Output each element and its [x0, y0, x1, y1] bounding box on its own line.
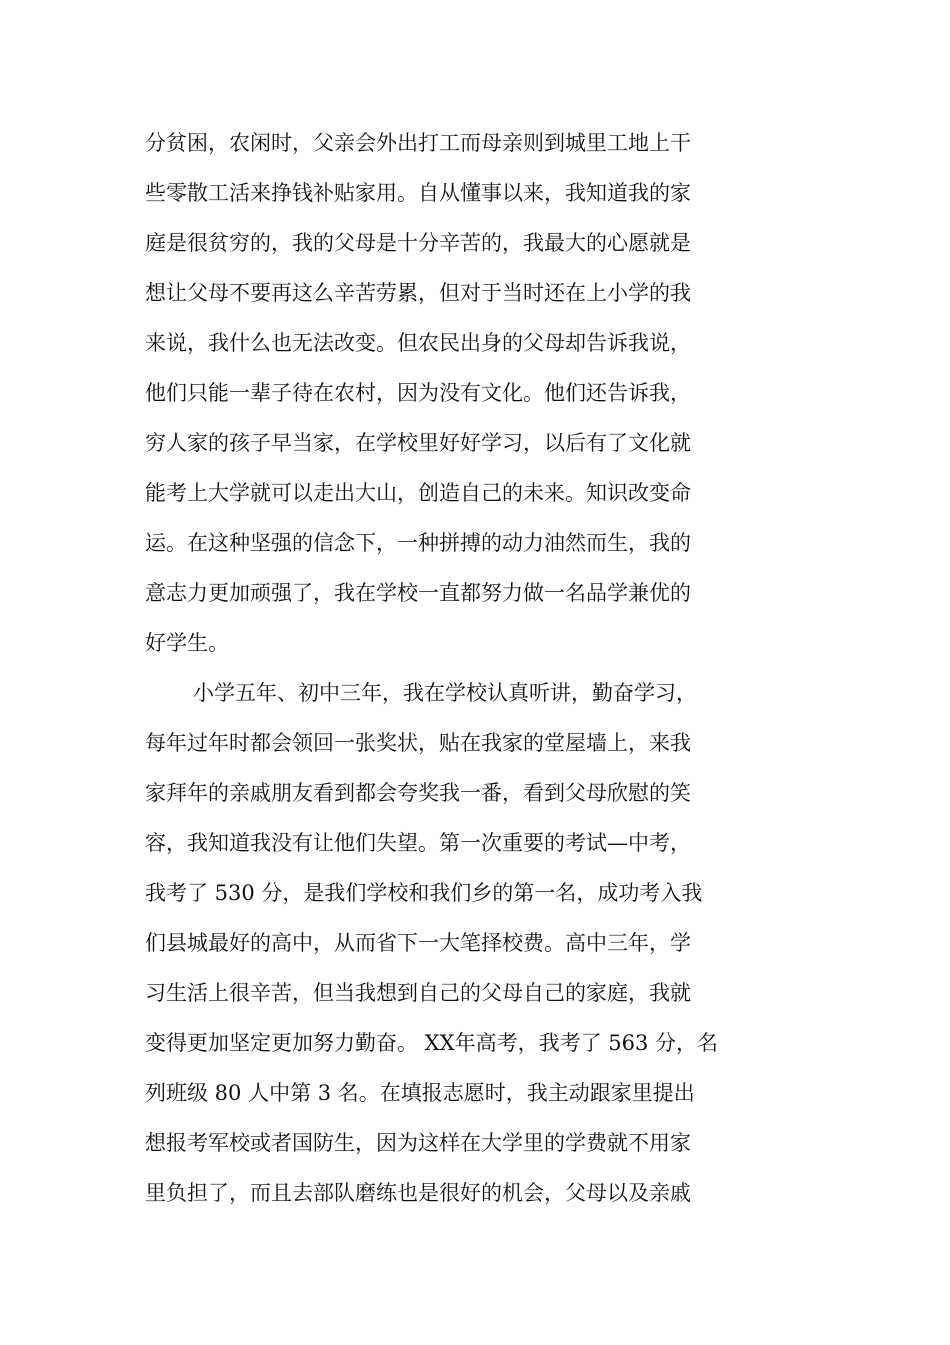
text-line: 每年过年时都会领回一张奖状，贴在我家的堂屋墙上，来我: [145, 731, 691, 755]
text-line: 意志力更加顽强了，我在学校一直都努力做一名品学兼优的: [145, 581, 691, 605]
text-line: 们县城最好的高中，从而省下一大笔择校费。高中三年，学: [145, 931, 691, 955]
text-line: 他们只能一辈子待在农村，因为没有文化。他们还告诉我，: [145, 381, 691, 405]
text-line: 容，我知道我没有让他们失望。第一次重要的考试—中考，: [145, 831, 691, 855]
text-line: 想报考军校或者国防生，因为这样在大学里的学费就不用家: [145, 1131, 691, 1155]
text-line: 庭是很贫穷的，我的父母是十分辛苦的，我最大的心愿就是: [145, 231, 691, 255]
text-line: 分贫困，农闲时，父亲会外出打工而母亲则到城里工地上干: [145, 131, 691, 155]
text-line: 变得更加坚定更加努力勤奋。 XX年高考，我考了 563 分，名: [145, 1031, 719, 1055]
body-text: [145, 118, 845, 1218]
text-line: 想让父母不要再这么辛苦劳累，但对于当时还在上小学的我: [145, 281, 691, 305]
text-line: 能考上大学就可以走出大山，创造自己的未来。知识改变命: [145, 481, 691, 505]
text-line: 来说，我什么也无法改变。但农民出身的父母却告诉我说，: [145, 331, 691, 355]
text-line: 列班级 80 人中第 3 名。在填报志愿时，我主动跟家里提出: [145, 1081, 695, 1105]
text-line: 穷人家的孩子早当家，在学校里好好学习，以后有了文化就: [145, 431, 691, 455]
paragraph-start-line: 小学五年、初中三年，我在学校认真听讲，勤奋学习，: [193, 681, 697, 705]
text-line: 我考了 530 分，是我们学校和我们乡的第一名，成功考入我: [145, 881, 703, 905]
text-line: 家拜年的亲戚朋友看到都会夸奖我一番，看到父母欣慰的笑: [145, 781, 691, 805]
text-line: 些零散工活来挣钱补贴家用。自从懂事以来，我知道我的家: [145, 181, 691, 205]
text-line: 运。在这种坚强的信念下，一种拼搏的动力油然而生，我的: [145, 531, 691, 555]
text-line: 习生活上很辛苦，但当我想到自己的父母自己的家庭，我就: [145, 981, 691, 1005]
text-line: 里负担了，而且去部队磨练也是很好的机会，父母以及亲戚: [145, 1181, 691, 1205]
text-line: 好学生。: [145, 631, 229, 655]
